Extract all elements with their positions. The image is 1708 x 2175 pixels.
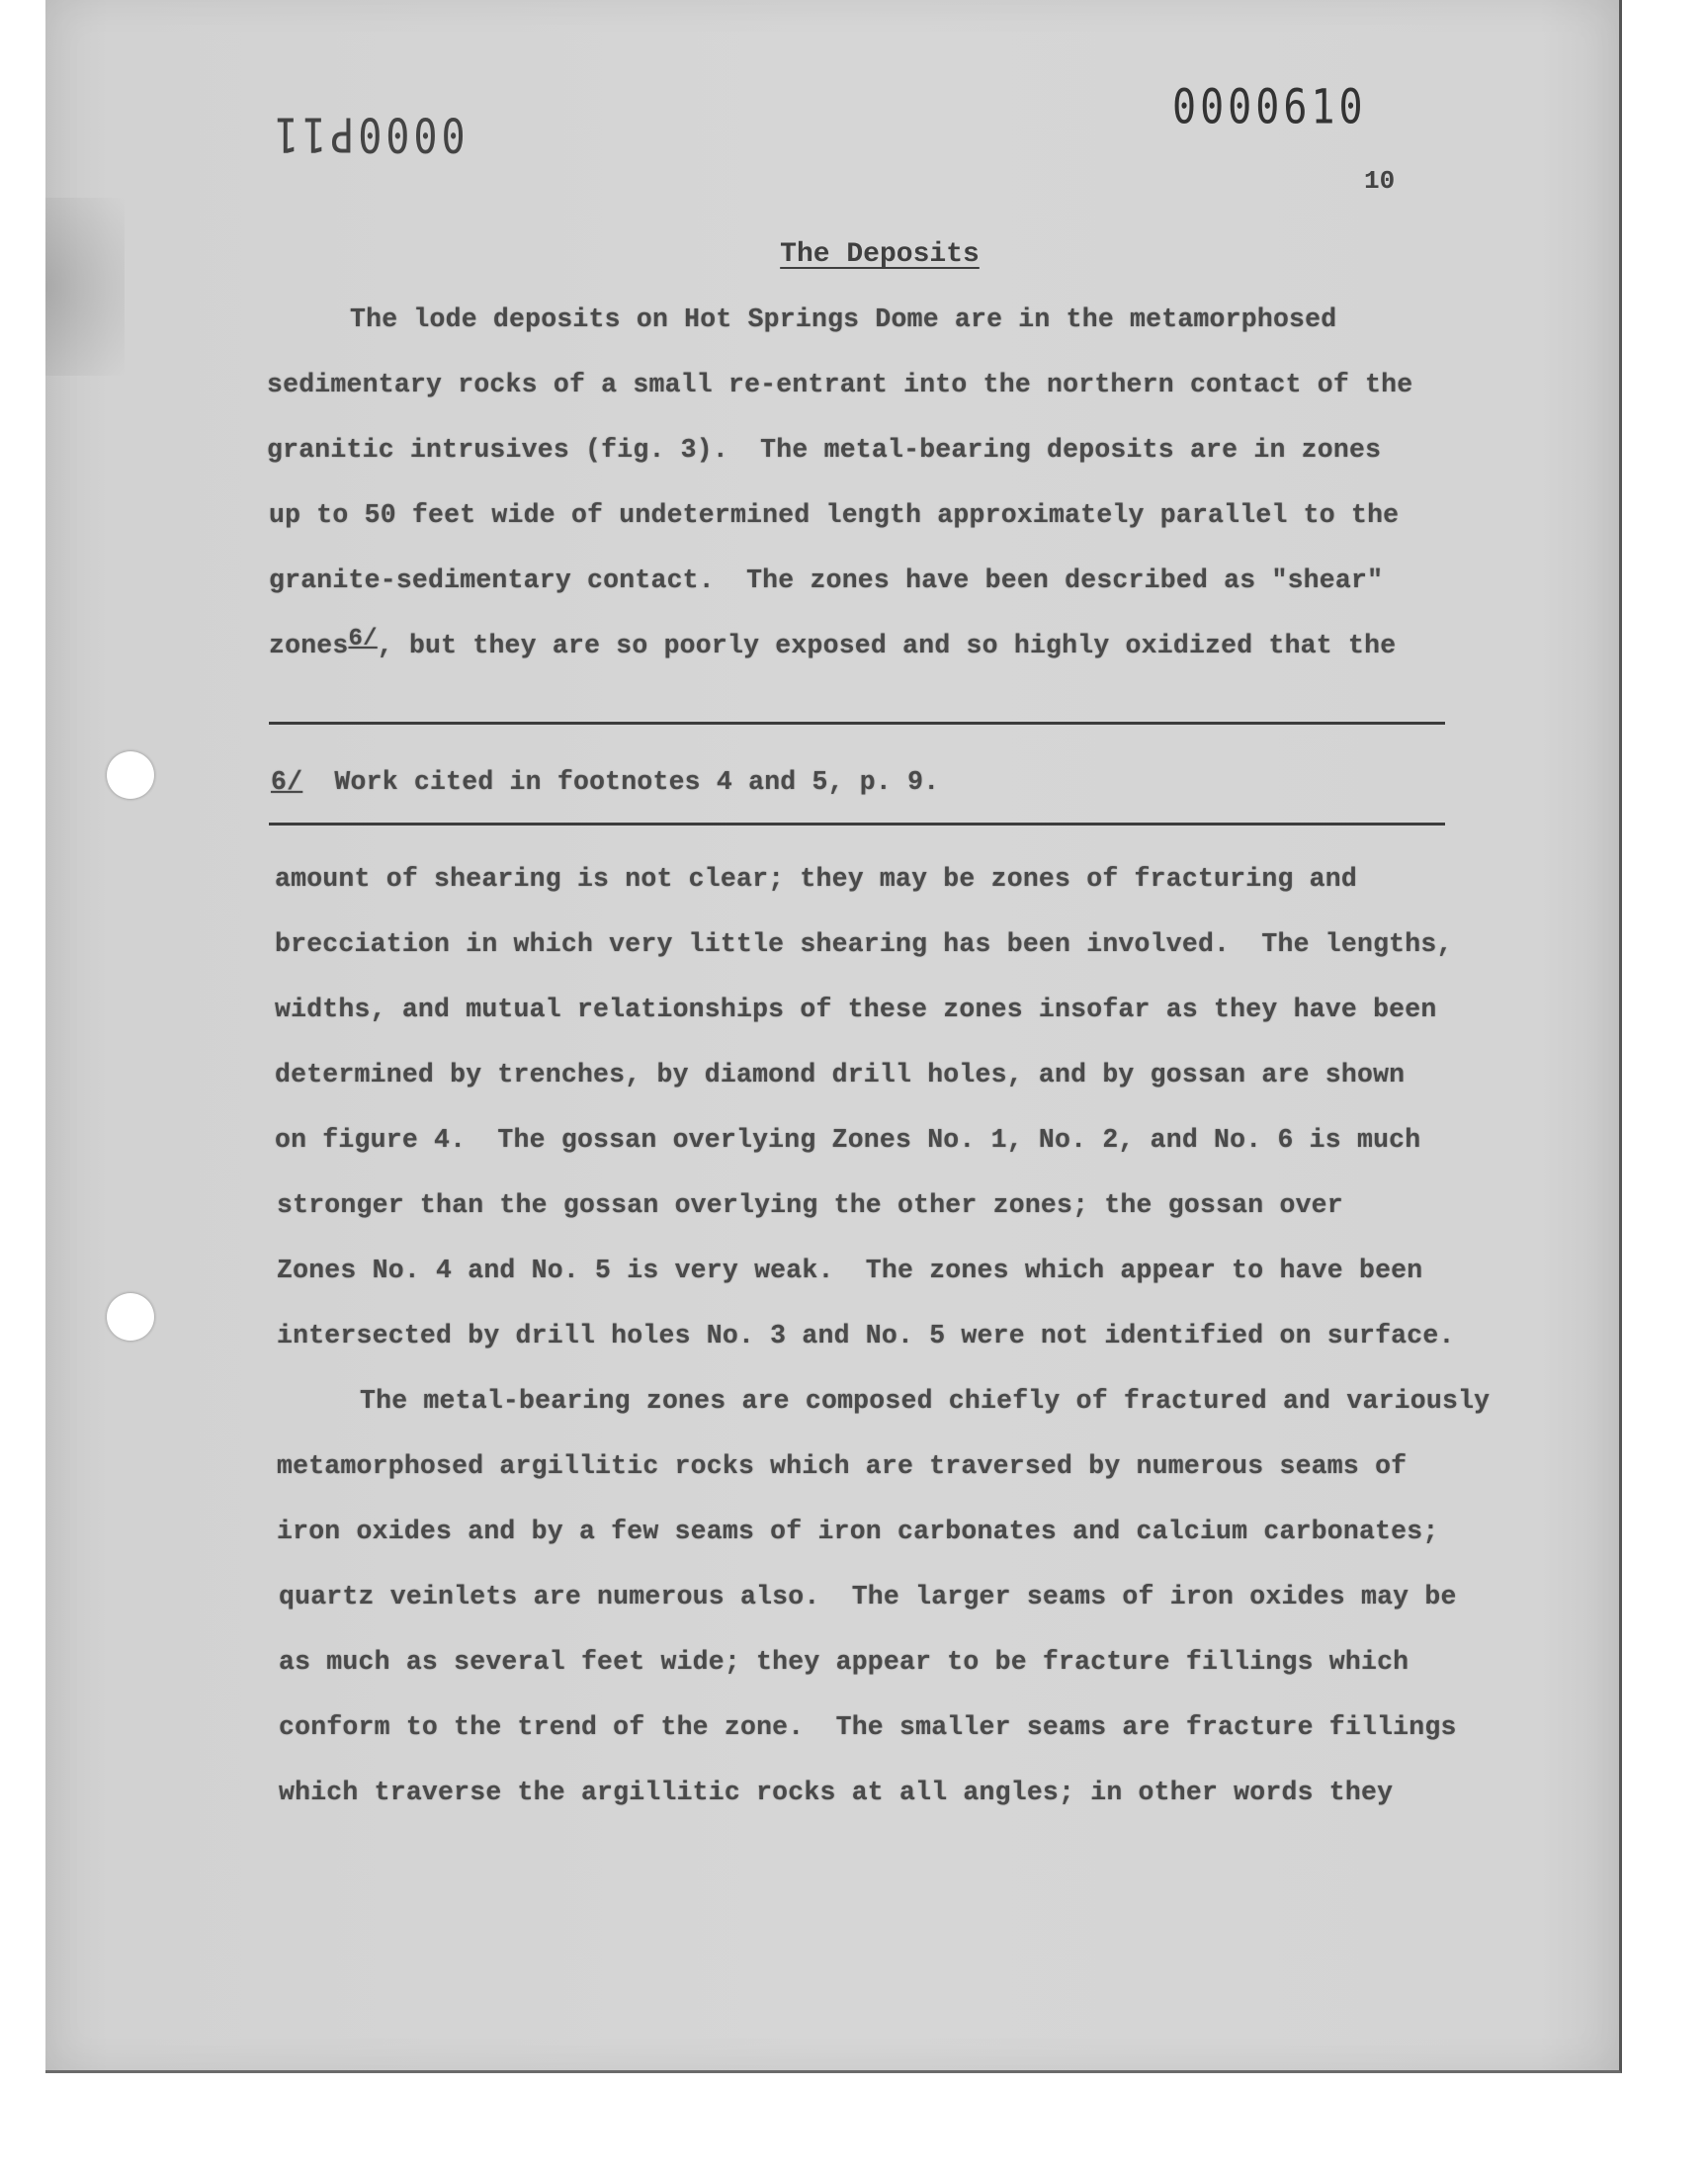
page-number: 10 xyxy=(1364,166,1396,196)
paragraph3-line-3: iron oxides and by a few seams of iron carbonates and calcium carbonates; xyxy=(277,1517,1439,1546)
section-title: The Deposits xyxy=(780,239,980,270)
paragraph2-line-7: Zones No. 4 and No. 5 is very weak. The zones which appear to have been xyxy=(277,1256,1423,1285)
paragraph2-line-4: determined by trenches, by diamond drill holes, and by gossan are shown xyxy=(275,1060,1406,1089)
paragraph2-line-8: intersected by drill holes No. 3 and No. 5 were not identified on surface. xyxy=(277,1321,1455,1350)
punch-hole-lower xyxy=(107,1293,154,1341)
footnote-marker: 6/ xyxy=(271,767,303,797)
paragraph3-line-7: which traverse the argillitic rocks at all angles; in other words they xyxy=(279,1778,1394,1807)
footnote-reference: 6/ xyxy=(348,626,378,652)
paragraph3-line-5: as much as several feet wide; they appear to be fracture fillings which xyxy=(279,1647,1409,1677)
footnote-text: Work cited in footnotes 4 and 5, p. 9. xyxy=(302,767,940,797)
stamp-number-right: 0000610 xyxy=(1172,80,1367,135)
footnote-rule-bottom xyxy=(269,823,1445,826)
paragraph2-line-6: stronger than the gossan overlying the other zones; the gossan over xyxy=(277,1190,1343,1220)
paragraph3-line-6: conform to the trend of the zone. The smaller seams are fracture fillings xyxy=(279,1712,1457,1742)
paragraph2-line-3: widths, and mutual relationships of these zones insofar as they have been xyxy=(275,995,1437,1024)
paragraph3-line-2: metamorphosed argillitic rocks which are traversed by numerous seams of xyxy=(277,1451,1408,1481)
paragraph1-line-1: The lode deposits on Hot Springs Dome are in the metamorphosed xyxy=(350,304,1337,334)
paragraph1-line-6-start: zones xyxy=(269,631,349,660)
paragraph1-line-5: granite-sedimentary contact. The zones have been described as "shear" xyxy=(269,566,1384,595)
footnote-line xyxy=(271,767,939,797)
paragraph1-line-2: sedimentary rocks of a small re-entrant into the northern contact of the xyxy=(267,370,1413,399)
paragraph2-line-2: brecciation in which very little shearing has been involved. The lengths, xyxy=(275,929,1453,959)
paragraph1-line-6-end: , but they are so poorly exposed and so highly oxidized that the xyxy=(377,631,1397,660)
paragraph2-line-5: on figure 4. The gossan overlying Zones No. 1, No. 2, and No. 6 is much xyxy=(275,1125,1421,1155)
paragraph1-line-4: up to 50 feet wide of undetermined length approximately parallel to the xyxy=(269,500,1400,530)
paragraph1-line-6 xyxy=(269,626,1397,660)
footnote-rule-top xyxy=(269,722,1445,725)
paragraph3-line-1: The metal-bearing zones are composed chiefly of fractured and variously xyxy=(360,1386,1491,1416)
stamp-number-left: 0000P11 xyxy=(271,106,466,161)
page-shadow xyxy=(45,198,125,376)
paragraph1-line-3: granitic intrusives (fig. 3). The metal-bearing deposits are in zones xyxy=(267,435,1382,465)
paragraph2-line-1: amount of shearing is not clear; they may be zones of fracturing and xyxy=(275,864,1357,894)
punch-hole-upper xyxy=(107,751,154,799)
paragraph3-line-4: quartz veinlets are numerous also. The larger seams of iron oxides may be xyxy=(279,1582,1457,1611)
